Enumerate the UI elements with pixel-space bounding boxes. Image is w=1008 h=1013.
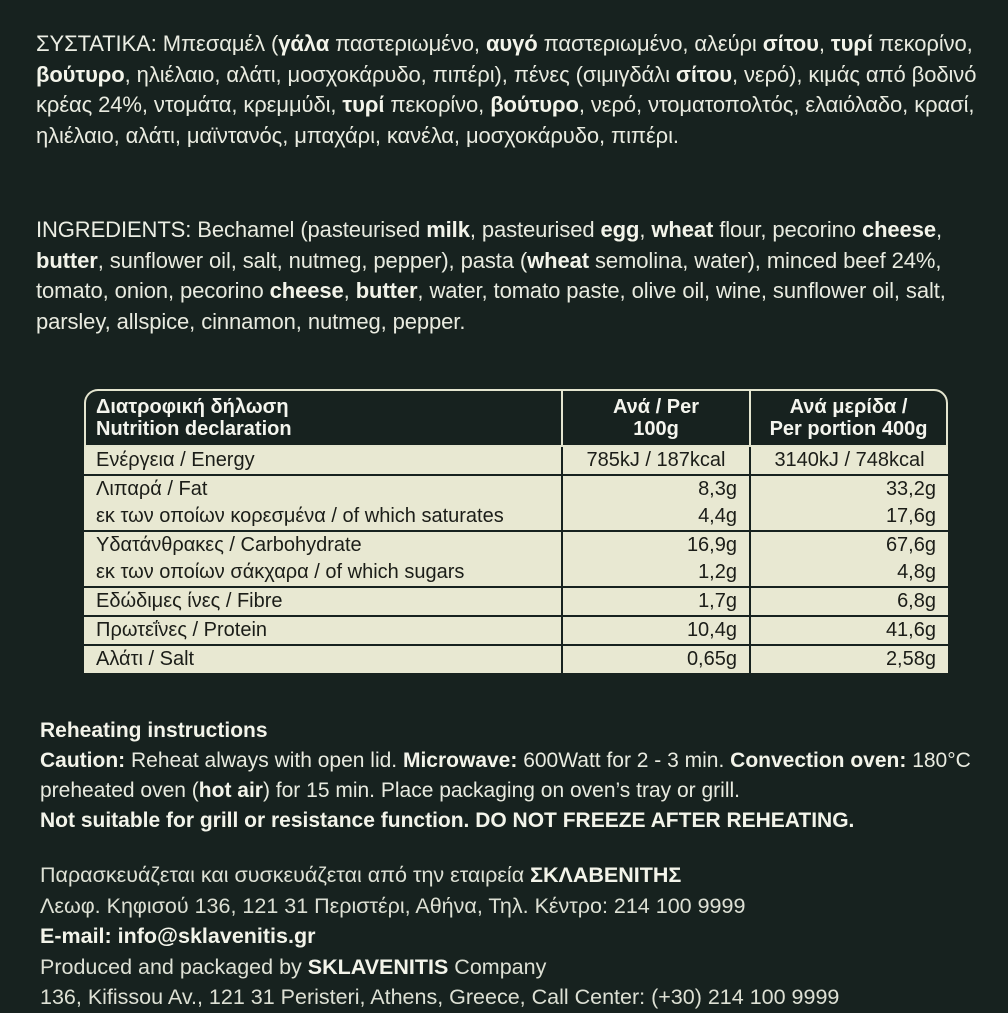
nutrition-table <box>84 389 948 675</box>
allergen-text: σίτου <box>675 61 732 87</box>
fat-per100: 8,3g <box>698 478 737 500</box>
ingredient-text: , sunflower oil, salt, nutmeg, pepper), pasta ( <box>97 247 528 273</box>
nutrient-label: Ενέργεια / Energy <box>84 447 561 476</box>
allergen-text: σίτου <box>762 31 819 56</box>
ingredient-text: , <box>818 31 831 56</box>
allergen-text: egg <box>600 217 640 242</box>
nutrient-label: Αλάτι / Salt <box>84 646 561 675</box>
allergen-text: wheat <box>527 247 589 273</box>
allergen-text: αυγό <box>485 31 538 56</box>
carbohydrate-per100: 16,9g <box>686 534 737 556</box>
nutrition-header-portion <box>749 389 948 447</box>
english-ingredients-heading: INGREDIENTS: <box>36 217 192 242</box>
microwave-label: Microwave: <box>402 749 518 772</box>
reheating-title: Reheating instructions <box>40 719 268 742</box>
ingredient-text: , <box>935 217 942 242</box>
ingredient-text: παστεριωμένο, <box>329 31 486 56</box>
nutrition-row-carbohydrate <box>84 532 948 588</box>
nutrition-row-energy <box>84 447 948 476</box>
allergen-text: milk <box>426 217 470 242</box>
value-portion <box>749 476 948 532</box>
ingredient-text: , <box>343 278 356 303</box>
nutrient-label: Πρωτεΐνες / Protein <box>84 617 561 646</box>
producer-info <box>40 860 1000 1013</box>
portion-header-line1: Ανά μερίδα / <box>789 396 908 418</box>
value-per100 <box>561 476 749 532</box>
ingredient-text: , νερό, ντοματοπολτός, ελαιόλαδο, κρασί, ηλιέλαιο, αλάτι, μαϊντανός, μπαχάρι, κανέλα, μοσχοκάρυδο, πιπέρι. <box>36 92 975 148</box>
reheating-body <box>40 746 1000 806</box>
fat-portion: 33,2g <box>885 478 936 500</box>
ingredient-text: , ηλιέλαιο, αλάτι, μοσχοκάρυδο, πιπέρι), πένες (σιμιγδάλι <box>124 61 676 87</box>
english-ingredients <box>36 215 1001 337</box>
value-per100: 10,4g <box>561 617 749 646</box>
value-per100 <box>561 532 749 588</box>
convection-text-a: 180°C preheated oven ( <box>40 749 971 802</box>
ingredient-text: Μπεσαμέλ ( <box>156 31 279 56</box>
nutrition-row-fibre <box>84 588 948 617</box>
carbohydrate-label: Υδατάνθρακες / Carbohydrate <box>96 534 362 556</box>
hot-air-label: hot air <box>198 779 263 802</box>
producer-english-text: Produced and packaged by <box>40 954 308 979</box>
nutrition-row-protein <box>84 617 948 646</box>
value-per100: 785kJ / 187kcal <box>561 447 749 476</box>
value-portion: 41,6g <box>749 617 948 646</box>
nutrition-header-row <box>84 389 948 447</box>
saturates-per100: 4,4g <box>698 505 737 527</box>
nutrition-row-fat <box>84 476 948 532</box>
greek-ingredients-heading: ΣΥΣΤΑΤΙΚΑ: <box>36 31 157 56</box>
ingredient-text: , <box>639 217 652 242</box>
reheating-instructions <box>40 716 1000 836</box>
value-per100: 1,7g <box>561 588 749 617</box>
ingredient-text: , water, tomato paste, olive oil, wine, sunflower oil, salt, parsley, allspice, cinnamon, nutmeg, pepper. <box>36 278 946 334</box>
nutrient-label <box>84 476 561 532</box>
nutrient-label: Εδώδιμες ίνες / Fibre <box>84 588 561 617</box>
convection-text-b: ) for 15 min. Place packaging on oven’s tray or grill. <box>262 779 740 802</box>
portion-header-line2: Per portion 400g <box>769 418 928 440</box>
ingredient-text: Bechamel (pasteurised <box>191 217 427 242</box>
per100-header-line2: 100g <box>633 418 679 440</box>
value-portion: 3140kJ / 748kcal <box>749 447 948 476</box>
saturates-portion: 17,6g <box>885 505 936 527</box>
sugars-portion: 4,8g <box>897 561 936 583</box>
producer-greek-text: Παρασκευάζεται και συσκευάζεται από την εταιρεία <box>40 863 531 887</box>
allergen-text: butter <box>355 278 418 303</box>
producer-email: E-mail: info@sklavenitis.gr <box>40 924 316 948</box>
nutrition-header-greek: Διατροφική δήλωση <box>96 396 289 418</box>
ingredient-text: πεκορίνο, <box>384 92 491 117</box>
allergen-text: τυρί <box>830 31 873 56</box>
ingredient-text: , νερό), κιμάς από βοδινό κρέας 24%, ντομάτα, κρεμμύδι, <box>36 61 977 117</box>
nutrition-header-label <box>84 389 561 447</box>
nutrition-header-per100 <box>561 389 749 447</box>
convection-label: Convection oven: <box>730 749 907 772</box>
producer-english-company-suffix: Company <box>448 954 547 979</box>
saturates-label: εκ των οποίων κορεσμένα / of which saturates <box>96 505 504 527</box>
allergen-text: butter <box>36 247 98 273</box>
value-per100: 0,65g <box>561 646 749 675</box>
fat-label: Λιπαρά / Fat <box>96 478 208 500</box>
caution-label: Caution: <box>40 749 126 772</box>
value-portion: 6,8g <box>749 588 948 617</box>
reheating-warning: Not suitable for grill or resistance function. DO NOT FREEZE AFTER REHEATING. <box>40 809 855 832</box>
producer-greek-company: ΣΚΛΑΒΕΝΙΤΗΣ <box>530 863 682 887</box>
carbohydrate-portion: 67,6g <box>885 534 936 556</box>
sugars-per100: 1,2g <box>698 561 737 583</box>
microwave-text: 600Watt for 2 - 3 min. <box>517 749 731 772</box>
ingredient-text: flour, pecorino <box>713 217 862 242</box>
per100-header-line1: Ανά / Per <box>612 396 700 418</box>
producer-english-address: 136, Kifissou Av., 121 31 Peristeri, Athens, Greece, Call Center: (+30) 214 100 9999 <box>40 985 840 1009</box>
allergen-text: cheese <box>269 278 344 303</box>
nutrition-header-english: Nutrition declaration <box>96 418 292 440</box>
caution-text: Reheat always with open lid. <box>125 749 403 772</box>
ingredient-text: πεκορίνο, <box>872 31 973 56</box>
ingredient-text: παστεριωμένο, αλεύρι <box>537 31 763 56</box>
value-portion <box>749 532 948 588</box>
allergen-text: γάλα <box>278 31 330 56</box>
nutrition-row-salt <box>84 646 948 675</box>
ingredient-text: , pasteurised <box>469 217 601 242</box>
value-portion: 2,58g <box>749 646 948 675</box>
producer-greek-address: Λεωφ. Κηφισού 136, 121 31 Περιστέρι, Αθήνα, Τηλ. Κέντρο: 214 100 9999 <box>40 893 746 918</box>
allergen-text: βούτυρο <box>490 92 579 117</box>
greek-ingredients <box>36 29 1001 151</box>
allergen-text: cheese <box>861 217 936 242</box>
allergen-text: τυρί <box>342 92 385 117</box>
allergen-text: βούτυρο <box>36 61 125 87</box>
producer-english-company: SKLAVENITIS <box>307 954 449 979</box>
nutrient-label <box>84 532 561 588</box>
ingredient-text: semolina, water), minced beef 24%, tomato, onion, pecorino <box>36 247 942 303</box>
allergen-text: wheat <box>651 217 714 242</box>
sugars-label: εκ των οποίων σάκχαρα / of which sugars <box>96 561 465 583</box>
